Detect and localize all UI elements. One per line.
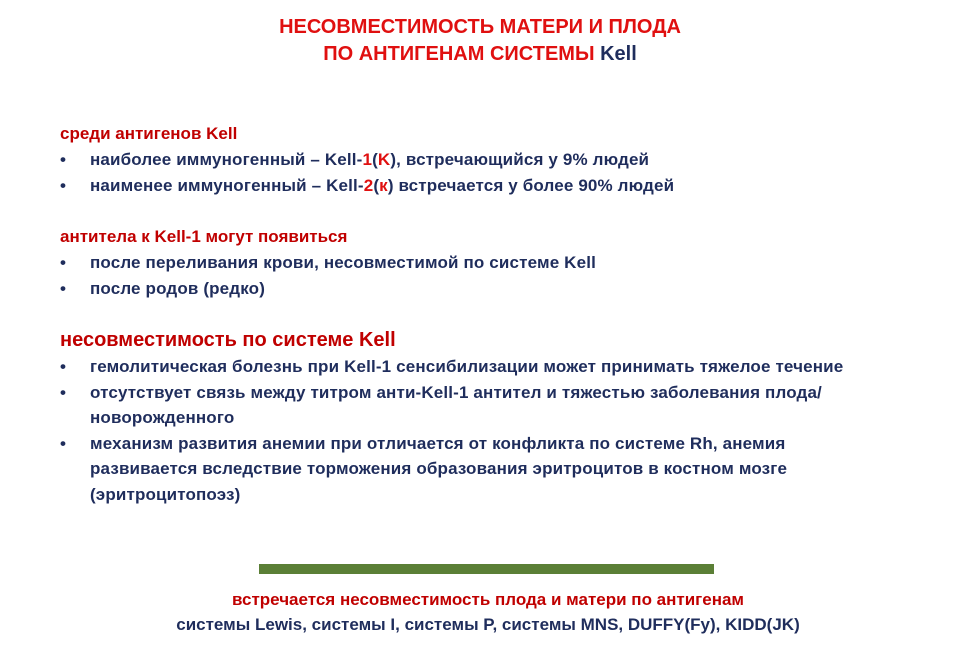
title-line-2-prefix: ПО АНТИГЕНАМ СИСТЕМЫ — [323, 43, 595, 65]
list-item: • отсутствует связь между титром анти-Kell-1 антител и тяжестью заболевания плода/новорожденного — [60, 380, 890, 431]
antigen-symbol: к — [379, 175, 388, 195]
list-item: • гемолитическая болезнь при Kell-1 сенсибилизации может принимать тяжелое течение — [60, 354, 890, 380]
item-text: ), встречающийся у 9% людей — [390, 150, 650, 169]
section-heading: антитела к Kell-1 могут появиться — [60, 227, 348, 246]
bullet-list — [60, 250, 920, 301]
slide-title — [0, 14, 960, 68]
item-text: наиболее иммуногенный – Kell- — [90, 150, 363, 169]
title-line-1: НЕСОВМЕСТИМОСТЬ МАТЕРИ И ПЛОДА — [279, 16, 681, 38]
section-heading: несовместимость по системе Kell — [60, 329, 396, 351]
list-item — [60, 147, 920, 173]
list-item: • механизм развития анемии при отличается от конфликта по системе Rh, анемия развивается вследствие торможения образования эритроцитов в костном мозге (эритроцитопоэз) — [60, 431, 890, 508]
section-heading: среди антигенов Kell — [60, 124, 238, 143]
item-text: ) встречается у более 90% людей — [387, 175, 675, 195]
item-text: наименее иммуногенный – Kell- — [90, 175, 364, 195]
item-text: ( — [372, 150, 378, 169]
divider-bar — [259, 564, 714, 574]
footer-line-2: системы Lewis, системы I, системы P, системы MNS, DUFFY(Fy), KIDD(JK) — [176, 615, 800, 634]
bullet-list — [60, 147, 920, 198]
item-text: ( — [373, 175, 380, 195]
section-antibodies — [60, 224, 920, 301]
title-kell: Kell — [600, 43, 637, 65]
antigen-symbol: K — [377, 150, 391, 169]
list-item — [60, 173, 920, 199]
list-item: • после переливания крови, несовместимой по системе Kell — [60, 250, 920, 276]
antigen-number: 1 — [362, 150, 373, 169]
section-incompatibility — [60, 326, 920, 507]
list-item: • после родов (редко) — [60, 276, 920, 302]
section-kell-antigens — [60, 121, 920, 198]
bullet-list — [60, 354, 890, 507]
title-line-2 — [0, 41, 960, 68]
antigen-number: 2 — [363, 175, 374, 195]
footer-note — [0, 587, 960, 637]
footer-line-1: встречается несовместимость плода и матери по антигенам — [231, 590, 745, 609]
